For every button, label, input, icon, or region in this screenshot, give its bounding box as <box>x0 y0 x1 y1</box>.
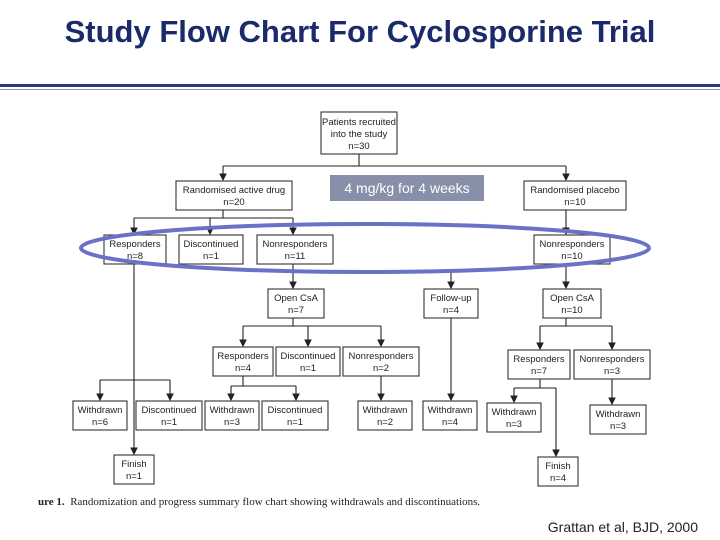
node-withdrawn-3 <box>358 401 412 430</box>
node-responders-open-active <box>213 347 273 376</box>
node-withdrawn-2-line2: n=3 <box>223 417 241 428</box>
node-withdrawn-6-line2: n=3 <box>609 421 627 432</box>
node-open-csa-active <box>268 289 324 318</box>
citation: Grattan et al, BJD, 2000 <box>547 519 698 535</box>
node-recruited-line1: Patients recruited <box>322 117 396 128</box>
node-open-csa-a-line2: n=7 <box>287 305 305 316</box>
node-withdrawn-1 <box>73 401 127 430</box>
node-finish-1-line1: Finish <box>121 459 147 470</box>
node-responders-a-line1: Responders <box>109 239 161 250</box>
node-discontinued-1 <box>136 401 202 430</box>
node-finish-2 <box>538 457 578 486</box>
node-active-drug <box>176 181 292 210</box>
node-nonresponders-open-placebo <box>574 350 650 379</box>
node-nonresponders-b-line1: Nonresponders <box>348 351 414 362</box>
node-withdrawn-5 <box>487 403 541 432</box>
flow-chart-diagram <box>38 104 682 496</box>
caption-prefix: ure 1. <box>38 496 65 508</box>
node-recruited-line2: into the study <box>330 129 388 140</box>
node-responders-b-line1: Responders <box>217 351 269 362</box>
node-nonresponders-c-line1: Nonresponders <box>579 354 645 365</box>
node-responders-b-line2: n=4 <box>234 363 252 374</box>
flow-chart-figure <box>38 104 682 506</box>
node-withdrawn-2 <box>205 401 259 430</box>
title-divider-thin <box>0 89 720 90</box>
node-discontinued-a-line2: n=1 <box>202 251 220 262</box>
node-finish-2-line1: Finish <box>545 461 571 472</box>
node-active-line2: n=20 <box>223 197 245 208</box>
node-finish-1-line2: n=1 <box>125 471 143 482</box>
node-withdrawn-1-line2: n=6 <box>91 417 109 428</box>
node-withdrawn-3-line1: Withdrawn <box>362 405 408 416</box>
node-responders-open-placebo <box>508 350 570 379</box>
node-nonresponders-open-active <box>343 347 419 376</box>
node-nonresponders-p-line2: n=10 <box>561 251 583 262</box>
node-withdrawn-4-line2: n=4 <box>441 417 459 428</box>
node-responders-c-line1: Responders <box>513 354 565 365</box>
node-follow-up <box>424 289 478 318</box>
node-responders-a-line2: n=8 <box>126 251 144 262</box>
node-discontinued-1-line2: n=1 <box>160 417 178 428</box>
node-discontinued-b-line2: n=1 <box>299 363 317 374</box>
node-nonresponders-a-line1: Nonresponders <box>262 239 328 250</box>
node-nonresponders-a-line2: n=11 <box>284 251 306 262</box>
node-withdrawn-5-line1: Withdrawn <box>491 407 537 418</box>
node-discontinued-2-line2: n=1 <box>286 417 304 428</box>
node-withdrawn-4-line1: Withdrawn <box>427 405 473 416</box>
node-nonresponders-b-line2: n=2 <box>372 363 390 374</box>
node-placebo-line1: Randomised placebo <box>530 185 620 196</box>
node-withdrawn-2-line1: Withdrawn <box>209 405 255 416</box>
node-withdrawn-3-line2: n=2 <box>376 417 394 428</box>
node-discontinued-b-line1: Discontinued <box>280 351 336 362</box>
node-placebo-line2: n=10 <box>564 197 586 208</box>
node-discontinued-2-line1: Discontinued <box>267 405 323 416</box>
node-discontinued-2 <box>262 401 328 430</box>
title-divider <box>0 84 720 87</box>
node-open-csa-p-line2: n=10 <box>561 305 583 316</box>
node-nonresponders-active <box>257 235 333 264</box>
node-placebo <box>524 181 626 210</box>
node-discontinued-open-active <box>276 347 340 376</box>
node-withdrawn-6 <box>590 405 646 434</box>
node-open-csa-p-line1: Open CsA <box>550 293 594 304</box>
node-discontinued-1-line1: Discontinued <box>141 405 197 416</box>
slide-title: Study Flow Chart For Cyclosporine Trial <box>64 14 656 49</box>
figure-caption <box>38 496 682 508</box>
node-followup-line1: Follow-up <box>430 293 472 304</box>
node-discontinued-active <box>179 235 243 264</box>
node-recruited-line3: n=30 <box>348 141 370 152</box>
node-recruited <box>321 112 397 154</box>
caption-text: Randomization and progress summary flow chart showing withdrawals and discontinuations. <box>70 496 481 508</box>
node-open-csa-a-line1: Open CsA <box>274 293 318 304</box>
node-nonresponders-p-line1: Nonresponders <box>539 239 605 250</box>
node-nonresponders-c-line2: n=3 <box>603 366 621 377</box>
node-finish-1 <box>114 455 154 484</box>
node-withdrawn-6-line1: Withdrawn <box>595 409 641 420</box>
node-withdrawn-4 <box>423 401 477 430</box>
node-open-csa-placebo <box>543 289 601 318</box>
dose-label-box: 4 mg/kg for 4 weeks <box>330 175 484 201</box>
node-finish-2-line2: n=4 <box>549 473 567 484</box>
node-withdrawn-1-line1: Withdrawn <box>77 405 123 416</box>
node-discontinued-a-line1: Discontinued <box>183 239 239 250</box>
node-withdrawn-5-line2: n=3 <box>505 419 523 430</box>
node-followup-line2: n=4 <box>442 305 460 316</box>
node-responders-c-line2: n=7 <box>530 366 548 377</box>
node-active-line1: Randomised active drug <box>182 185 286 196</box>
